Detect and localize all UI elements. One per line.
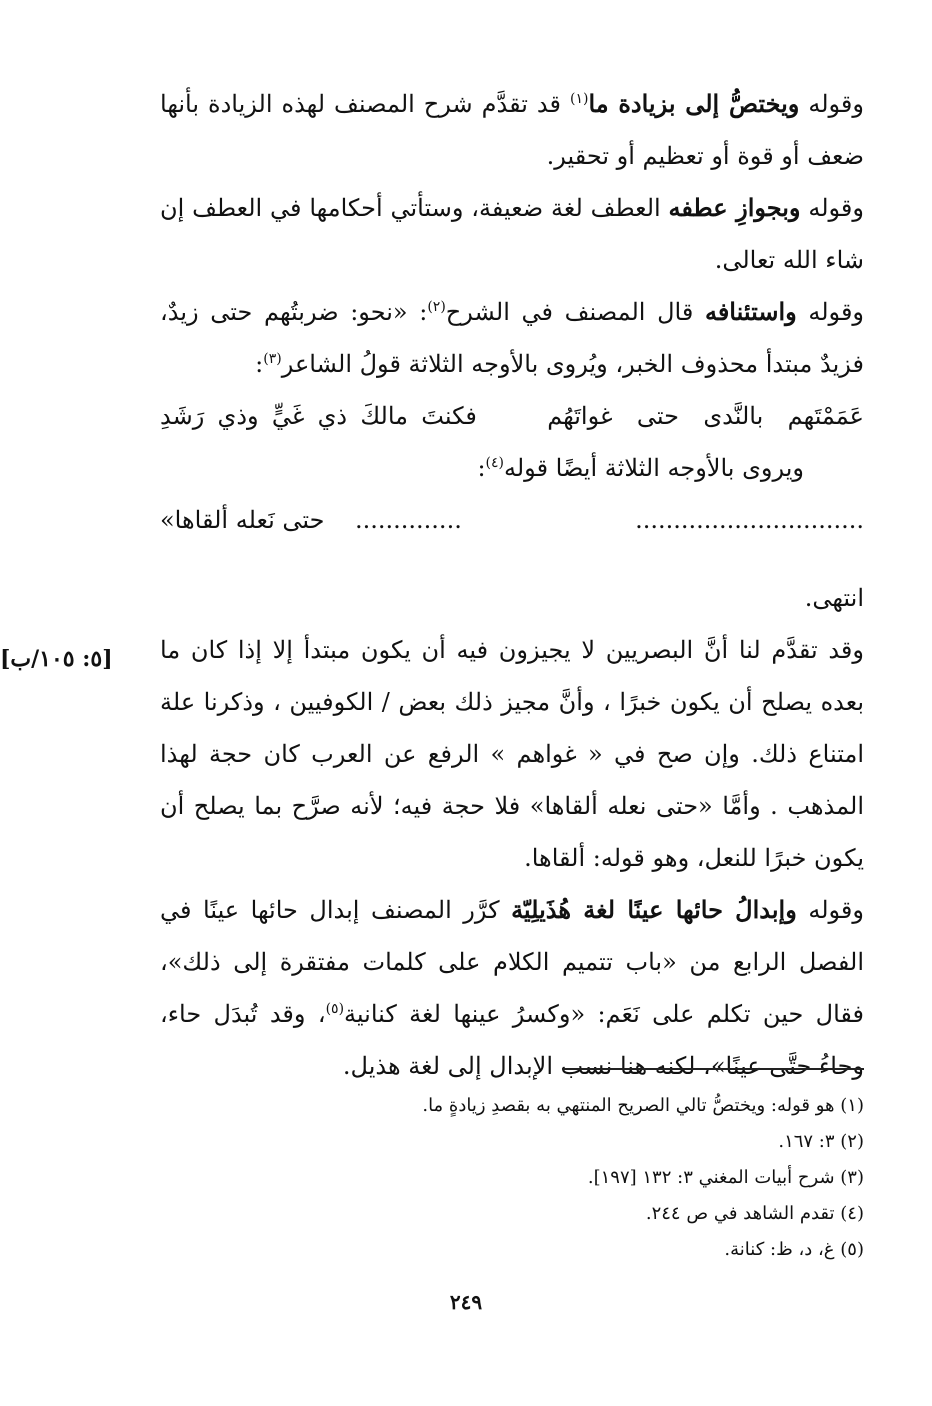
verse-fragment [160, 494, 864, 546]
footnote-divider [562, 1068, 864, 1070]
verse-hemistich-second: فكنتَ مالكَ ذي غَيٍّ وذي رَشَدِ [160, 402, 477, 430]
paragraph-1: وقوله ويختصُّ إلى بزيادة ما$^{(١)}$ قد تقدَّم شرح المصنف لهذه الزيادة بأنها ضعف أو قوة أو تعظيم أو تحقير. [160, 89, 864, 170]
paragraph-6: وقد تقدَّم لنا أنَّ البصريين لا يجيزون فيه أن يكون مبتدأ إلا إذا كان ما بعده يصلح أن يكون خبرًا ، وأنَّ مجيز ذلك بعض / الكوفيين ، وذكرنا علة امتناع ذلك. وإن صح في « غواهم » الرفع عن العرب كان حجة لهذا المذهب . وأمَّا «حتى نعله ألقاها» فلا حجة فيه؛ لأنه صرَّح بما يصلح أن يكون خبرًا للنعل، وهو قوله: ألقاها. [160, 636, 864, 872]
footnote-1: (١) هو قوله: ويختصُّ تالي الصريح المنتهي به بقصدِ زيادةٍ ما. [422, 1095, 864, 1116]
main-text [160, 78, 864, 1092]
footnote-4: (٤) تقدم الشاهد في ص ٢٤٤. [645, 1203, 864, 1224]
footnotes [160, 1088, 864, 1268]
paragraph-2: وقوله وبجوازِ عطفه العطف لغة ضعيفة، وستأتي أحكامها في العطف إن شاء الله تعالى. [160, 193, 864, 274]
footnote-5: (٥) غ، د، ظ: كنانة. [724, 1239, 864, 1260]
bold-term: واستئنافه [704, 297, 797, 326]
paragraph-4: ويروى بالأوجه الثلاثة أيضًا قوله$^{(٤)}$: [477, 454, 804, 482]
bold-term: ويختصُّ إلى بزيادة ما [588, 89, 800, 118]
ellipsis-first: .............................. [635, 506, 864, 534]
bold-term: وبجوازِ عطفه [668, 193, 801, 222]
page-number: ٢٤٩ [449, 1290, 483, 1314]
verse-hemistich-first: عَمَمْتَهم بالنَّدى حتى غواتَهُم [547, 402, 864, 430]
paragraph-3: وقوله واستئنافه قال المصنف في الشرح$^{(٢)}$: «نحو: ضربتُهم حتى زيدٌ، فزيدٌ مبتدأ محذوف الخبر، ويُروى بالأوجه الثلاثة قولُ الشاعر$^{(٣)}$: [160, 297, 865, 378]
footnote-ref: (١) [569, 91, 589, 107]
footnote-3: (٣) شرح أبيات المغني ٣: ١٣٢ [١٩٧]. [587, 1167, 864, 1188]
footnote-ref: (٤) [485, 455, 504, 471]
margin-reference: [٥: ١٠٥/ب] [0, 646, 113, 672]
paragraph-5: انتهى. [804, 584, 864, 612]
paragraph-7: وقوله وإبدالُ حائها عينًا لغة هُذَيلِيّة كرَّر المصنف إبدال حائها عينًا في الفصل الرابع من «باب تتميم الكلام على كلمات مفتقرة إلى ذلك»، فقال حين تكلم على نَعَم: «وكسرُ عينها لغة كنانية$^{(٥)}$، وقد تُبدَل حاء، وحاءُ حتَّى عينًا»، لكنه هنا نسب الإبدال إلى لغة هذيل. [160, 895, 864, 1080]
footnote-2: (٢) ٣: ١٦٧. [778, 1131, 864, 1152]
verse-line [160, 390, 864, 442]
footnote-ref: (٢) [427, 299, 446, 315]
footnote-ref: (٣) [263, 351, 282, 367]
verse-fragment-text: .............. حتى نَعله ألقاها» [160, 506, 462, 534]
bold-term: وإبدالُ حائها عينًا لغة هُذَيلِيّة [511, 895, 797, 924]
spacer [160, 546, 864, 572]
footnote-ref: (٥) [325, 1001, 345, 1017]
